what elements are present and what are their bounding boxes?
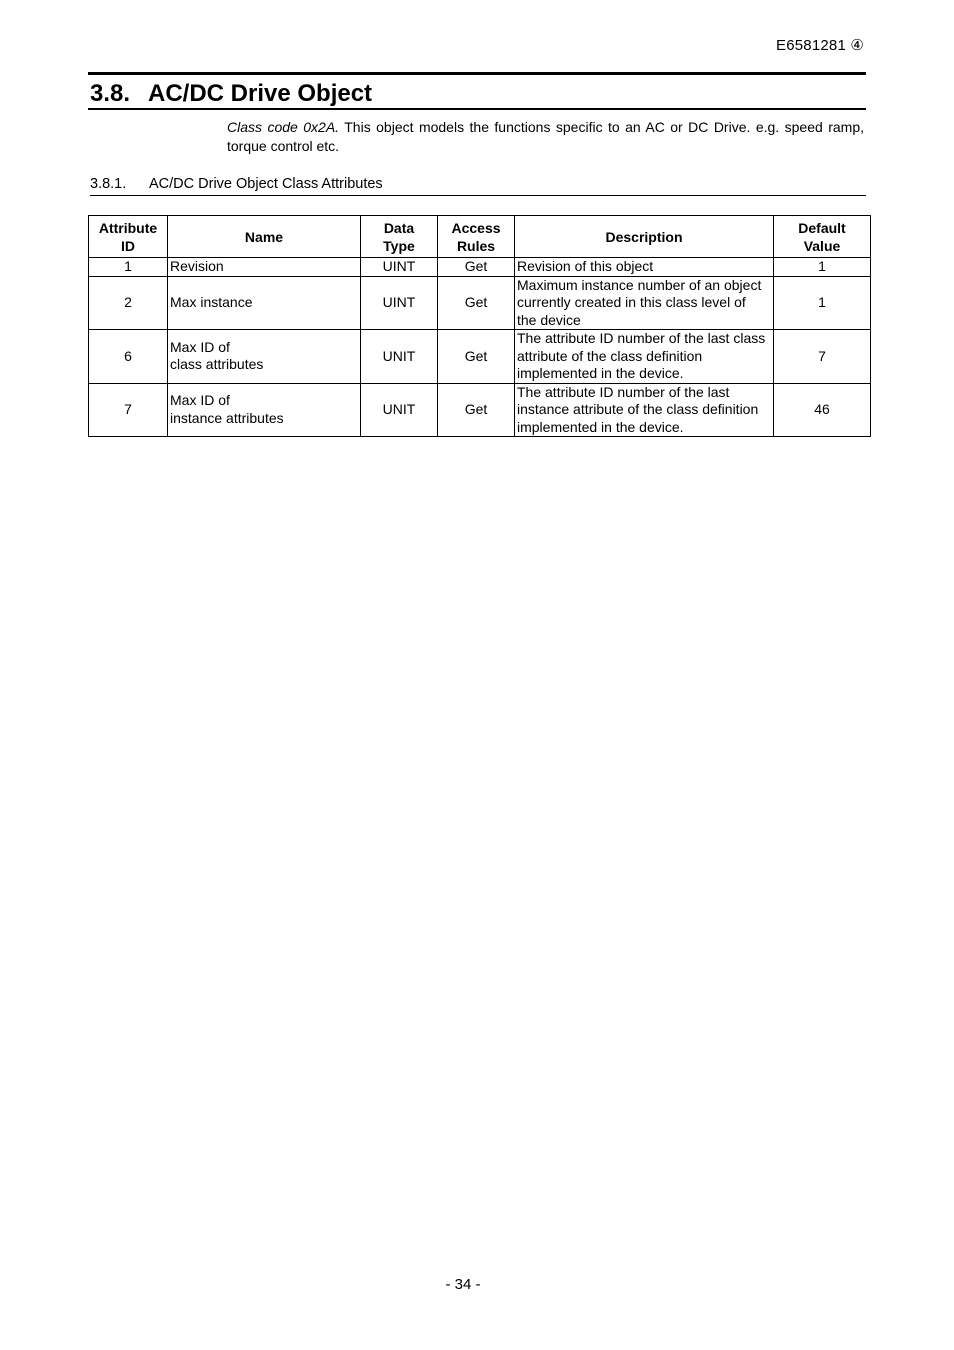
page-number: - 34 - <box>445 1276 481 1293</box>
section-title-text: AC/DC Drive Object <box>148 80 373 107</box>
title-rule-bottom <box>88 108 866 110</box>
cell-data-type: UNIT <box>361 383 438 437</box>
table-header-row <box>89 216 871 258</box>
subsection-title: AC/DC Drive Object Class Attributes <box>149 176 383 192</box>
cell-default-value: 1 <box>774 258 871 277</box>
header-name: Name <box>168 216 361 258</box>
section-intro <box>227 118 864 156</box>
header-access-rules: Access Rules <box>438 216 515 258</box>
cell-name: Max ID of instance attributes <box>168 383 361 437</box>
cell-access-rules: Get <box>438 276 515 330</box>
cell-access-rules: Get <box>438 258 515 277</box>
cell-description: The attribute ID number of the last instance attribute of the class definition implemented in the device. <box>515 383 774 437</box>
cell-attribute-id: 2 <box>89 276 168 330</box>
cell-name: Max instance <box>168 276 361 330</box>
cell-description: Maximum instance number of an object currently created in this class level of the device <box>515 276 774 330</box>
table-row <box>89 276 871 330</box>
document-id: E6581281 ④ <box>775 37 864 54</box>
cell-default-value: 46 <box>774 383 871 437</box>
cell-description: Revision of this object <box>515 258 774 277</box>
cell-name: Max ID of class attributes <box>168 330 361 384</box>
cell-data-type: UNIT <box>361 330 438 384</box>
cell-default-value: 1 <box>774 276 871 330</box>
section-number: 3.8. <box>90 80 131 107</box>
header-default-value: Default Value <box>774 216 871 258</box>
class-code: Class code 0x2A. <box>227 119 340 135</box>
cell-attribute-id: 1 <box>89 258 168 277</box>
cell-data-type: UINT <box>361 258 438 277</box>
header-attribute-id: Attribute ID <box>89 216 168 258</box>
header-data-type: Data Type <box>361 216 438 258</box>
subsection-heading <box>90 176 866 196</box>
cell-data-type: UINT <box>361 276 438 330</box>
intro-text: This object models the functions specific to an AC or DC Drive. e.g. speed ramp, torque control etc. <box>227 119 864 154</box>
subsection-number: 3.8.1. <box>90 176 127 192</box>
cell-description: The attribute ID number of the last class attribute of the class definition implemented in the device. <box>515 330 774 384</box>
cell-access-rules: Get <box>438 330 515 384</box>
cell-access-rules: Get <box>438 383 515 437</box>
table-row <box>89 330 871 384</box>
cell-name: Revision <box>168 258 361 277</box>
cell-attribute-id: 6 <box>89 330 168 384</box>
cell-attribute-id: 7 <box>89 383 168 437</box>
header-description: Description <box>515 216 774 258</box>
table-row <box>89 258 871 277</box>
table-row <box>89 383 871 437</box>
cell-default-value: 7 <box>774 330 871 384</box>
section-title <box>90 80 372 108</box>
title-rule-top <box>88 72 866 75</box>
class-attributes-table <box>88 215 871 437</box>
